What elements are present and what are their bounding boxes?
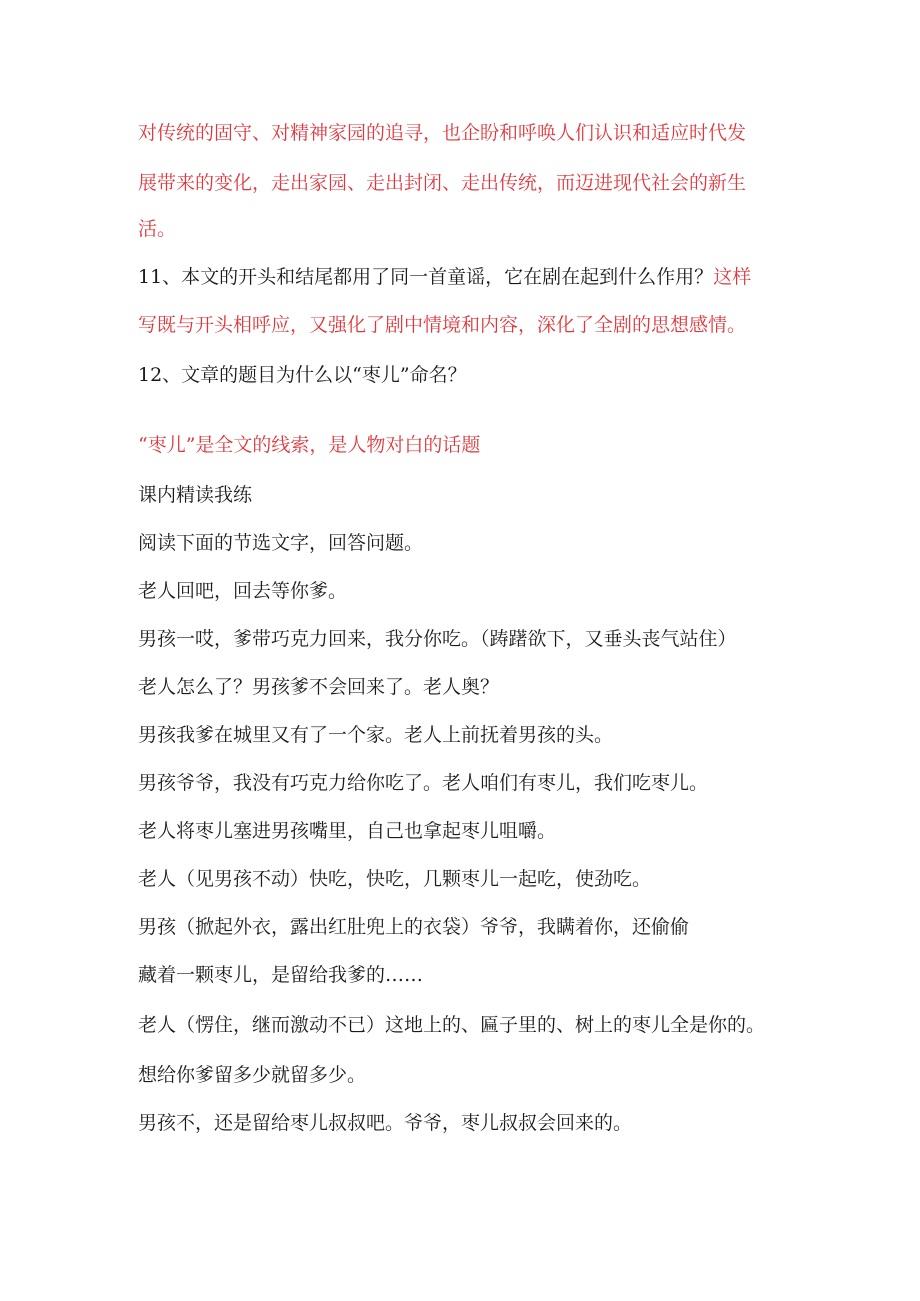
question-12: 12、文章的题目为什么以“枣儿”命名？	[138, 364, 467, 386]
passage-line-6: 老人将枣儿塞进男孩嘴里，自己也拿起枣儿咀嚼。	[138, 820, 557, 842]
passage-line-10: 老人（愣住，继而激动不已）这地上的、匾子里的、树上的枣儿全是你的。	[138, 1014, 766, 1036]
section-instruction: 阅读下面的节选文字，回答问题。	[138, 532, 424, 554]
answer-10-line-2: 展带来的变化，走出家园、走出封闭、走出传统，而迈进现代社会的新生	[138, 172, 747, 194]
answer-11-line-2: 写既与开头相呼应，又强化了剧中情境和内容，深化了全剧的思想感情。	[138, 314, 747, 336]
passage-line-11: 想给你爹留多少就留多少。	[138, 1064, 367, 1086]
passage-line-3: 老人怎么了？男孩爹不会回来了。老人奥？	[138, 676, 500, 698]
passage-line-8: 男孩（掀起外衣，露出红肚兜上的衣袋）爷爷，我瞒着你，还偷偷	[138, 916, 690, 938]
passage-line-5: 男孩爷爷，我没有巧克力给你吃了。老人咱们有枣儿，我们吃枣儿。	[138, 772, 709, 794]
answer-11-inline: 这样	[713, 266, 752, 288]
passage-line-4: 男孩我爹在城里又有了一个家。老人上前抚着男孩的头。	[138, 724, 614, 746]
question-11-line-1	[138, 268, 751, 287]
question-11-text: 11、本文的开头和结尾都用了同一首童谣，它在剧在起到什么作用？	[138, 266, 714, 288]
answer-12: “枣儿”是全文的线索，是人物对白的话题	[138, 434, 481, 456]
section-title: 课内精读我练	[138, 484, 253, 506]
passage-line-1: 老人回吧，回去等你爹。	[138, 580, 348, 602]
passage-line-2: 男孩一哎，爹带巧克力回来，我分你吃。（踌躇欲下，又垂头丧气站住）	[138, 628, 737, 650]
answer-10-line-1: 对传统的固守、对精神家园的追寻，也企盼和呼唤人们认识和适应时代发	[138, 122, 747, 144]
passage-line-9: 藏着一颗枣儿，是留给我爹的……	[138, 964, 424, 986]
answer-10-line-3: 活。	[138, 218, 177, 240]
passage-line-7: 老人（见男孩不动）快吃，快吃，几颗枣儿一起吃，使劲吃。	[138, 868, 652, 890]
passage-line-12: 男孩不，还是留给枣儿叔叔吧。爷爷，枣儿叔叔会回来的。	[138, 1112, 633, 1134]
